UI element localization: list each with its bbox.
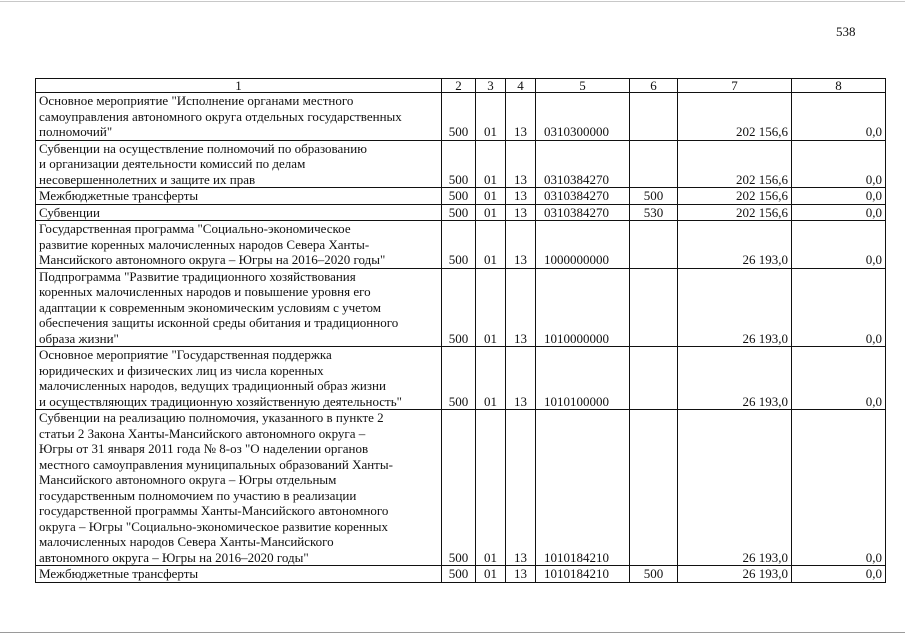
amount-secondary-cell: 0,0: [792, 347, 886, 410]
target-article-cell: 1010184210: [536, 410, 630, 566]
target-article-cell: 0310384270: [536, 140, 630, 188]
section-code-cell: 01: [476, 268, 506, 347]
section-code-cell: 01: [476, 188, 506, 205]
section-code-cell: 01: [476, 566, 506, 583]
column-header: 8: [792, 79, 886, 93]
expense-type-cell: [630, 268, 678, 347]
description-line: юридических и физических лиц из числа коренных: [39, 362, 324, 378]
description-line: образа жизни": [39, 330, 119, 346]
section-code-cell: 01: [476, 410, 506, 566]
column-header: 5: [536, 79, 630, 93]
row-description: [36, 140, 442, 188]
header-row: [36, 79, 886, 93]
amount-secondary-cell: 0,0: [792, 140, 886, 188]
budget-table: [35, 78, 886, 583]
description-line: самоуправления автономного округа отдельных государственных: [39, 108, 402, 124]
amount-secondary-cell: 0,0: [792, 93, 886, 141]
subsection-code-cell: 13: [506, 566, 536, 583]
description-line: округа – Югры "Социально-экономическое развитие коренных: [39, 518, 389, 534]
table-row: [36, 268, 886, 347]
column-header: 6: [630, 79, 678, 93]
page-number: 538: [836, 24, 856, 39]
admin-code-cell: 500: [442, 188, 476, 205]
table-row: [36, 566, 886, 583]
description-line: автономного округа – Югры на 2016–2020 годы": [39, 549, 309, 565]
admin-code-cell: 500: [442, 204, 476, 221]
target-article-cell: 1000000000: [536, 221, 630, 269]
description-line: Субвенции: [39, 204, 100, 220]
table-row: [36, 93, 886, 141]
target-article-cell: 0310384270: [536, 188, 630, 205]
row-description: [36, 410, 442, 566]
scan-top-edge: [0, 1, 905, 2]
description-line: коренных малочисленных народов и повышение уровня его: [39, 284, 371, 299]
row-description: [36, 566, 442, 583]
amount-cell: 26 193,0: [678, 221, 792, 269]
description-line: адаптации к современным экономическим условиям с учетом: [39, 299, 381, 315]
amount-cell: 26 193,0: [678, 566, 792, 583]
subsection-code-cell: 13: [506, 93, 536, 141]
target-article-cell: 1010000000: [536, 268, 630, 347]
description-line: Межбюджетные трансферты: [39, 188, 199, 203]
expense-type-cell: [630, 221, 678, 269]
row-description: [36, 188, 442, 205]
table-row: [36, 204, 886, 221]
description-line: местного самоуправления муниципальных образований Ханты-: [39, 456, 393, 472]
description-line: Субвенции на реализацию полномочия, указанного в пункте 2: [39, 410, 384, 425]
amount-cell: 26 193,0: [678, 268, 792, 347]
amount-secondary-cell: 0,0: [792, 268, 886, 347]
row-description: [36, 221, 442, 269]
amount-cell: 26 193,0: [678, 410, 792, 566]
row-description: [36, 268, 442, 347]
section-code-cell: 01: [476, 93, 506, 141]
description-line: Субвенции на осуществление полномочий по образованию: [39, 140, 367, 156]
amount-cell: 202 156,6: [678, 140, 792, 188]
description-line: Югры от 31 января 2011 года № 8-оз "О наделении органов: [39, 441, 369, 456]
description-line: Межбюджетные трансферты: [39, 566, 199, 581]
description-line: Мансийского автономного округа – Югры отдельным: [39, 472, 337, 487]
column-header: 4: [506, 79, 536, 93]
admin-code-cell: 500: [442, 93, 476, 141]
amount-secondary-cell: 0,0: [792, 410, 886, 566]
amount-secondary-cell: 0,0: [792, 188, 886, 205]
expense-type-cell: [630, 140, 678, 188]
description-line: Подпрограмма "Развитие традиционного хозяйствования: [39, 268, 356, 284]
description-line: полномочий": [39, 124, 113, 139]
expense-type-cell: [630, 410, 678, 566]
amount-secondary-cell: 0,0: [792, 221, 886, 269]
description-line: малочисленных народов, ведущих традиционный образ жизни: [39, 378, 386, 393]
target-article-cell: 0310384270: [536, 204, 630, 221]
row-description: [36, 347, 442, 410]
column-header: 2: [442, 79, 476, 93]
expense-type-cell: 530: [630, 204, 678, 221]
subsection-code-cell: 13: [506, 268, 536, 347]
table-row: [36, 188, 886, 205]
target-article-cell: 0310300000: [536, 93, 630, 141]
subsection-code-cell: 13: [506, 347, 536, 410]
description-line: Мансийского автономного округа – Югры на 2016–2020 годы": [39, 252, 386, 267]
row-description: [36, 93, 442, 141]
admin-code-cell: 500: [442, 140, 476, 188]
column-header: 7: [678, 79, 792, 93]
expense-type-cell: 500: [630, 566, 678, 583]
column-header: 3: [476, 79, 506, 93]
admin-code-cell: 500: [442, 566, 476, 583]
budget-table-container: [35, 78, 886, 583]
expense-type-cell: 500: [630, 188, 678, 205]
admin-code-cell: 500: [442, 347, 476, 410]
expense-type-cell: [630, 347, 678, 410]
table-header: [36, 79, 886, 93]
target-article-cell: 1010100000: [536, 347, 630, 410]
subsection-code-cell: 13: [506, 410, 536, 566]
column-header: 1: [36, 79, 442, 93]
expense-type-cell: [630, 93, 678, 141]
amount-secondary-cell: 0,0: [792, 204, 886, 221]
description-line: Государственная программа "Социально-экономическое: [39, 221, 351, 236]
scan-bottom-edge: [0, 632, 905, 633]
table-body: [36, 93, 886, 583]
target-article-cell: 1010184210: [536, 566, 630, 583]
table-row: [36, 410, 886, 566]
section-code-cell: 01: [476, 221, 506, 269]
subsection-code-cell: 13: [506, 204, 536, 221]
amount-secondary-cell: 0,0: [792, 566, 886, 583]
table-row: [36, 140, 886, 188]
table-row: [36, 221, 886, 269]
subsection-code-cell: 13: [506, 140, 536, 188]
amount-cell: 202 156,6: [678, 93, 792, 141]
description-line: развитие коренных малочисленных народов Севера Ханты-: [39, 236, 370, 252]
description-line: обеспечения защиты исконной среды обитания и традиционного: [39, 315, 399, 330]
description-line: Основное мероприятие "Исполнение органами местного: [39, 93, 354, 108]
table-row: [36, 347, 886, 410]
subsection-code-cell: 13: [506, 188, 536, 205]
amount-cell: 202 156,6: [678, 188, 792, 205]
admin-code-cell: 500: [442, 221, 476, 269]
description-line: и организации деятельности комиссий по делам: [39, 156, 306, 171]
description-line: государственным полномочием по участию в реализации: [39, 487, 357, 503]
description-line: Основное мероприятие "Государственная поддержка: [39, 347, 332, 362]
amount-cell: 26 193,0: [678, 347, 792, 410]
description-line: государственной программы Ханты-Мансийского автономного: [39, 503, 389, 518]
description-line: и осуществляющих традиционную хозяйственную деятельность": [39, 393, 402, 409]
description-line: несовершеннолетних и защите их прав: [39, 171, 256, 187]
section-code-cell: 01: [476, 204, 506, 221]
admin-code-cell: 500: [442, 410, 476, 566]
amount-cell: 202 156,6: [678, 204, 792, 221]
row-description: [36, 204, 442, 221]
admin-code-cell: 500: [442, 268, 476, 347]
subsection-code-cell: 13: [506, 221, 536, 269]
description-line: малочисленных народов Севера Ханты-Мансийского: [39, 534, 334, 549]
section-code-cell: 01: [476, 347, 506, 410]
description-line: статьи 2 Закона Ханты-Мансийского автономного округа –: [39, 425, 366, 441]
section-code-cell: 01: [476, 140, 506, 188]
